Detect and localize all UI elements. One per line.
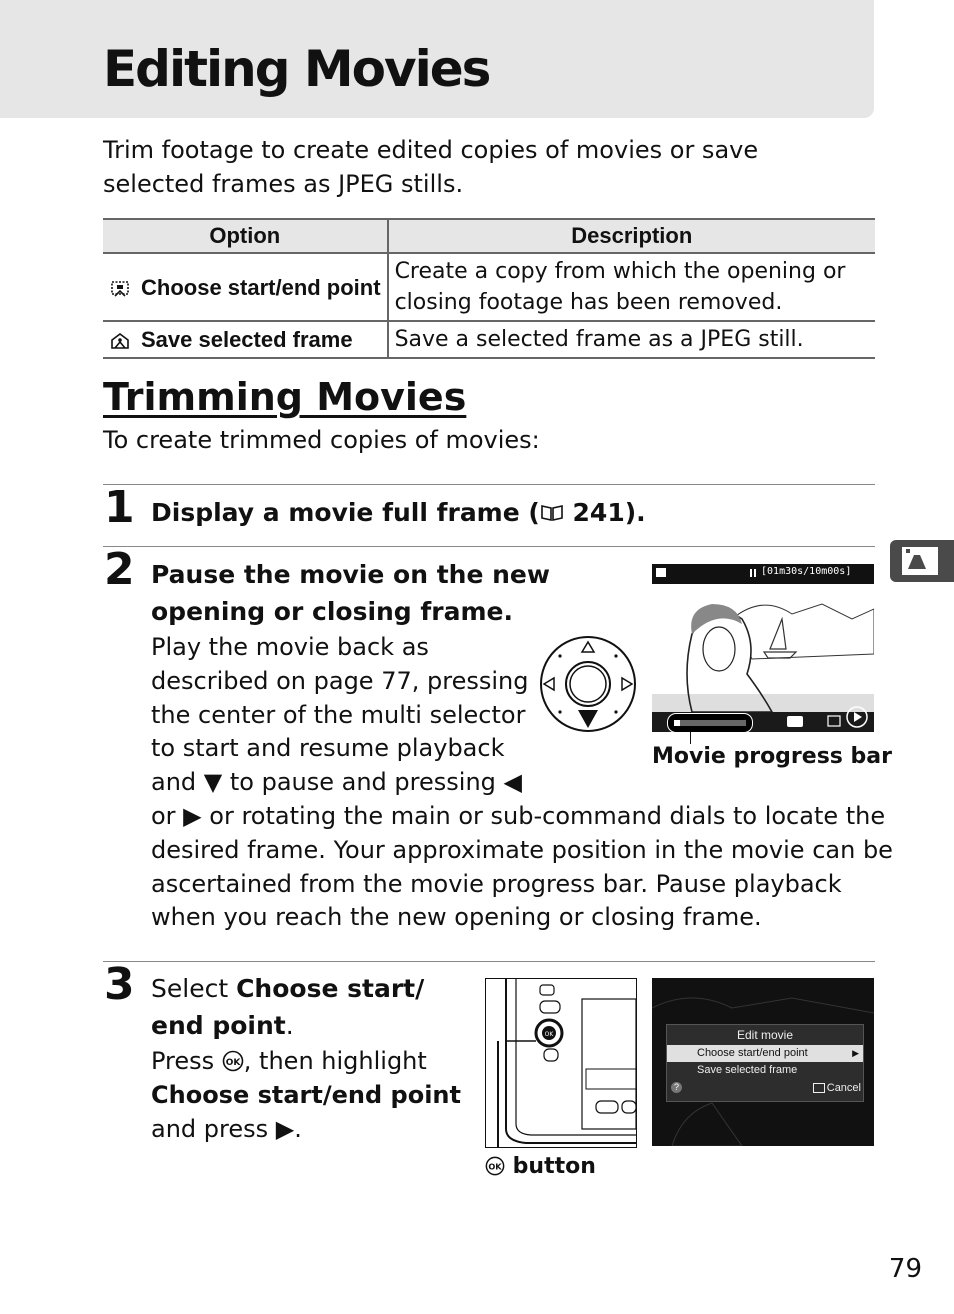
svg-text:OK: OK [544,1031,554,1038]
option-label: Save selected frame [141,327,353,352]
step-title [151,970,424,1044]
body-line: ascertained from the movie progress bar. Pause playback [151,869,842,898]
multi-selector-illustration [538,634,638,734]
body-line: described on page 77, pressing [151,666,529,695]
callout-line [690,732,691,744]
save-frame-icon [109,330,131,352]
progress-track [674,720,746,726]
choose-start-end-icon [109,278,131,300]
step-number: 3 [104,959,135,1010]
section-intro: To create trimmed copies of movies: [103,426,540,454]
body-line: and ▼ to pause and pressing ◀ [151,768,522,797]
body-text: Press [151,1047,222,1075]
table-header-option: Option [103,219,388,253]
movie-icon [900,545,940,577]
progress-fill [674,720,680,726]
menu-footer [667,1079,863,1097]
cancel-control[interactable] [813,1079,861,1097]
step-title-ref: 241). [563,498,646,527]
divider [103,961,875,962]
progress-bar-caption: Movie progress bar [652,744,892,769]
caption-text: button [505,1154,596,1179]
section-title: Trimming Movies [103,375,467,419]
body-line: when you reach the new opening or closing frame. [151,903,762,932]
step-title-line [151,1007,424,1044]
table-header-description: Description [388,219,875,253]
camera-back-illustration [485,978,637,1148]
divider [103,546,875,547]
table-cell-description: Create a copy from which the opening or closing footage has been removed. [388,253,875,321]
ok-button-icon [485,1156,505,1176]
svg-text:OK: OK [488,1161,502,1172]
cancel-label: Cancel [826,1082,861,1094]
camera-body-drawing [486,979,636,1147]
step-body [151,1045,461,1146]
playback-screen [652,564,874,732]
movie-section-tab [890,540,954,582]
chevron-right-icon: ▶ [852,1048,859,1058]
intro-text: Trim footage to create edited copies of movies or save selected frames as JPEG stills. [103,136,759,198]
step-title-line [151,970,424,1007]
progress-bar-frame [668,714,752,732]
table-header-row [103,219,875,253]
step-title-text: . [285,1011,294,1040]
table-row [103,321,875,358]
body-line: desired frame. Your approximate position in the movie can be [151,835,893,864]
body-line: Play the movie back as [151,633,429,661]
step-title-option: end point [151,1011,286,1040]
ok-button-caption [485,1154,596,1179]
table-cell-option [103,253,388,321]
edit-movie-screen [652,978,874,1146]
step-title [151,494,646,531]
ok-button-icon [222,1050,244,1072]
movie-frame-illustration [652,564,874,732]
body-line [151,1045,461,1079]
edit-movie-menu [666,1024,864,1102]
time-counter-value: 01m30s/10m00s [767,566,846,577]
step-title-line: Pause the movie on the new [151,560,550,589]
step-title-option: Choose start/ [236,974,425,1003]
table-cell-option [103,321,388,358]
body-line: and press ▶. [151,1114,302,1143]
step-title [151,556,550,630]
time-counter: [01m30s/10m00s] [761,566,852,577]
option-label: Choose start/end point [141,274,381,300]
page-number: 79 [888,1254,922,1284]
step-title-line: opening or closing frame. [151,597,513,626]
page-title: Editing Movies [103,40,490,98]
body-line: to start and resume playback [151,734,505,763]
step-title-text: Select [151,974,237,1003]
body-line: the center of the multi selector [151,700,526,729]
menu-item-save-frame[interactable] [667,1062,863,1079]
table-cell-description: Save a selected frame as a JPEG still. [388,321,875,358]
step-number: 2 [104,544,135,595]
playback-button-icon [813,1083,825,1093]
menu-title: Edit movie [736,1028,794,1042]
menu-item-choose-start-end[interactable] [667,1045,863,1062]
book-icon [540,504,564,522]
body-text: , then highlight [243,1047,427,1075]
menu-item-label: Choose start/end point [697,1047,808,1059]
options-table [103,218,875,359]
divider [103,484,875,485]
body-line-option: Choose start/end point [151,1080,461,1109]
body-line: or ▶ or rotating the main or sub-command dials to locate the [151,801,886,830]
step-number: 1 [104,482,135,533]
help-icon: ? [671,1082,682,1093]
table-row [103,253,875,321]
step-title-text: Display a movie full frame ( [151,498,540,527]
svg-text:OK: OK [225,1058,241,1068]
menu-item-label: Save selected frame [697,1064,798,1076]
